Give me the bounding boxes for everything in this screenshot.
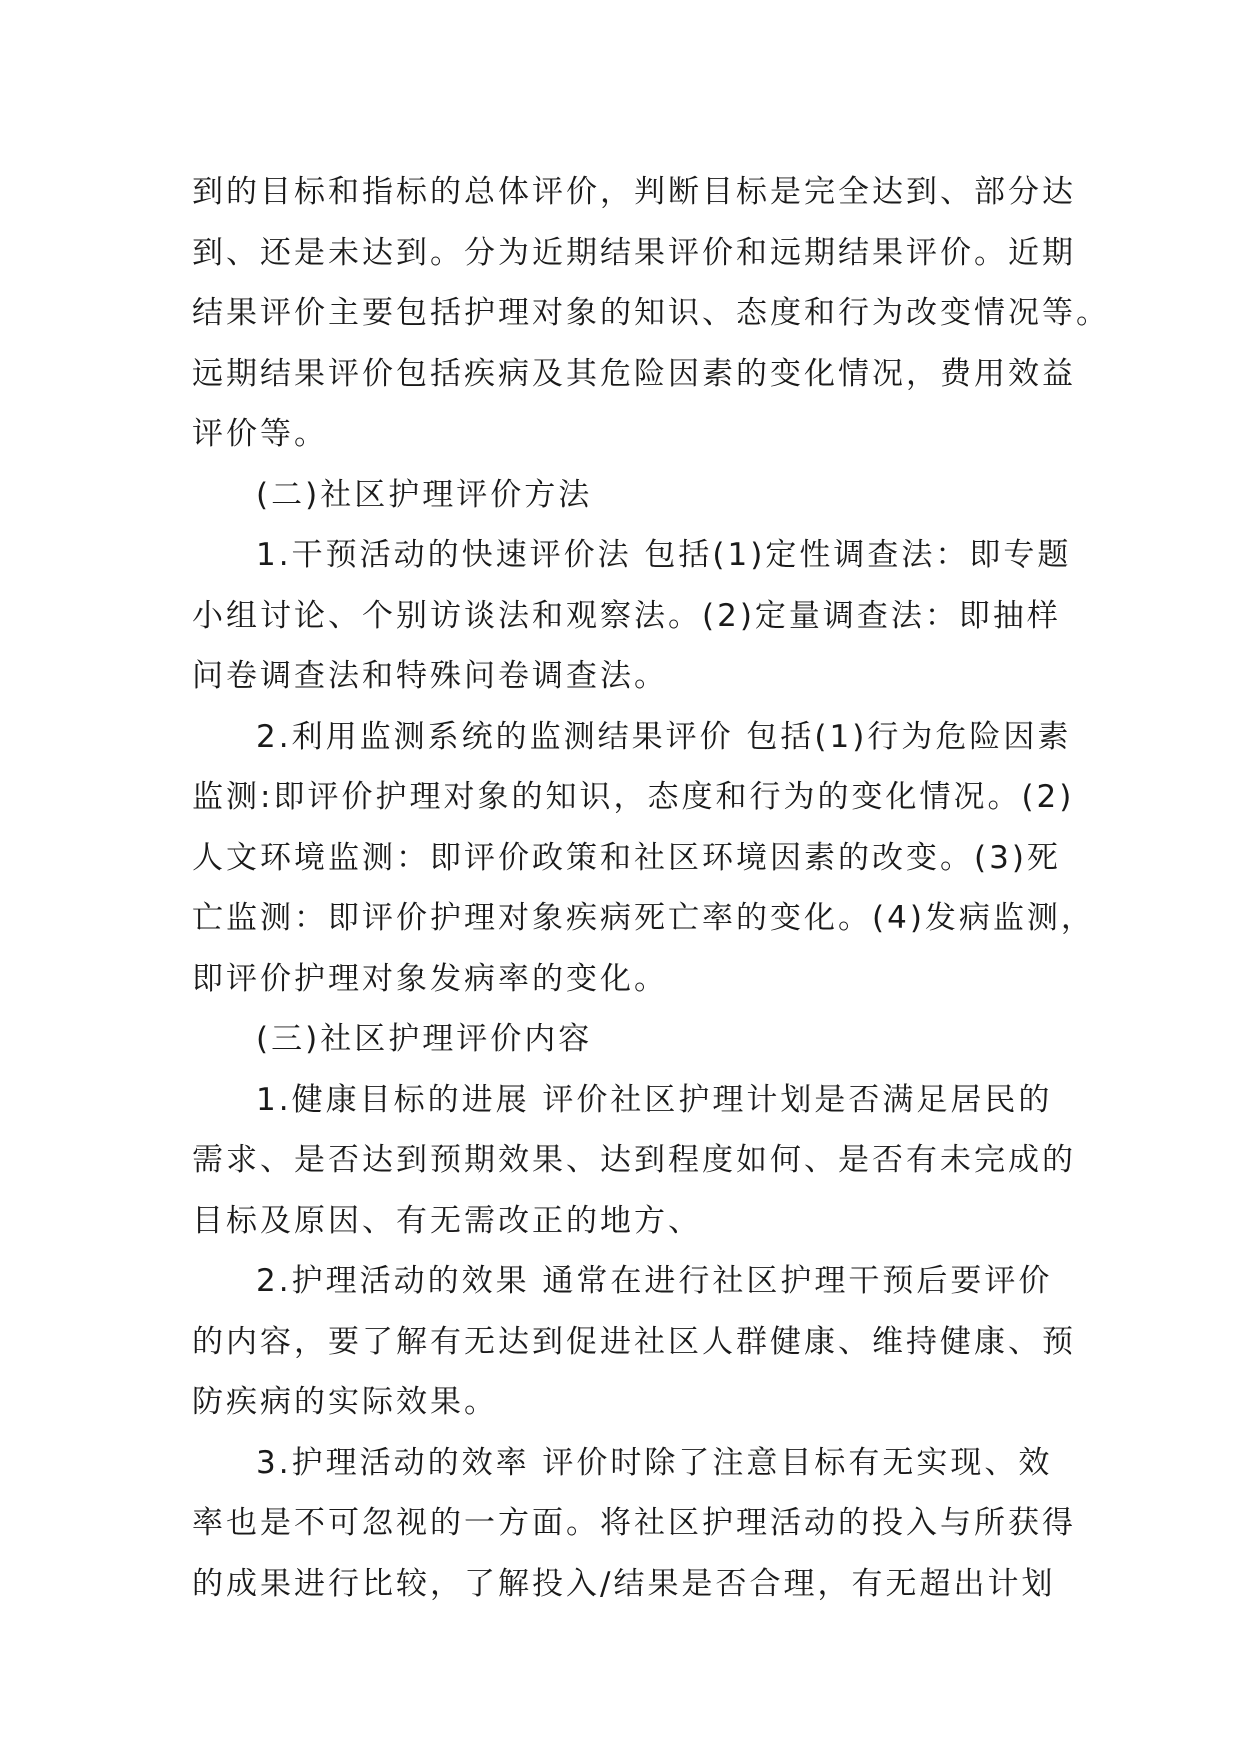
- text-line: 亡监测：即评价护理对象疾病死亡率的变化。(4)发病监测，: [192, 900, 1095, 936]
- text-line: 小组讨论、个别访谈法和观察法。(2)定量调查法：即抽样: [192, 597, 1061, 634]
- text-line: 即评价护理对象发病率的变化。: [192, 960, 668, 997]
- text-line: (三)社区护理评价内容: [256, 1021, 593, 1057]
- text-line: 远期结果评价包括疾病及其危险因素的变化情况，费用效益: [192, 355, 1076, 392]
- text-line: 需求、是否达到预期效果、达到程度如何、是否有未完成的: [192, 1142, 1076, 1178]
- text-line: 结果评价主要包括护理对象的知识、态度和行为改变情况等。: [192, 295, 1110, 331]
- text-line: 2.利用监测系统的监测结果评价 包括(1)行为危险因素: [256, 718, 1072, 755]
- text-line: 率也是不可忽视的一方面。将社区护理活动的投入与所获得: [192, 1505, 1076, 1541]
- text-line: 1.健康目标的进展 评价社区护理计划是否满足居民的: [256, 1081, 1053, 1118]
- text-line: 到、还是未达到。分为近期结果评价和远期结果评价。近期: [192, 234, 1076, 271]
- text-line: 防疾病的实际效果。: [192, 1384, 498, 1420]
- text-line: 到的目标和指标的总体评价，判断目标是完全达到、部分达: [192, 174, 1076, 210]
- text-line: 人文环境监测：即评价政策和社区环境因素的改变。(3)死: [192, 839, 1061, 876]
- text-line: 目标及原因、有无需改正的地方、: [192, 1202, 702, 1239]
- document-body: [192, 162, 1110, 1614]
- text-line: (二)社区护理评价方法: [256, 476, 593, 513]
- text-line: 问卷调查法和特殊问卷调查法。: [192, 658, 668, 694]
- text-line: 1.干预活动的快速评价法 包括(1)定性调查法：即专题: [256, 537, 1072, 573]
- text-line: 3.护理活动的效率 评价时除了注意目标有无实现、效: [256, 1444, 1053, 1481]
- text-line: 评价等。: [192, 416, 328, 452]
- text-line: 的内容，要了解有无达到促进社区人群健康、维持健康、预: [192, 1323, 1076, 1360]
- text-line: 监测:即评价护理对象的知识，态度和行为的变化情况。(2): [192, 779, 1075, 815]
- text-line: 2.护理活动的效果 通常在进行社区护理干预后要评价: [256, 1263, 1053, 1299]
- text-line: 的成果进行比较，了解投入/结果是否合理，有无超出计划: [192, 1565, 1056, 1602]
